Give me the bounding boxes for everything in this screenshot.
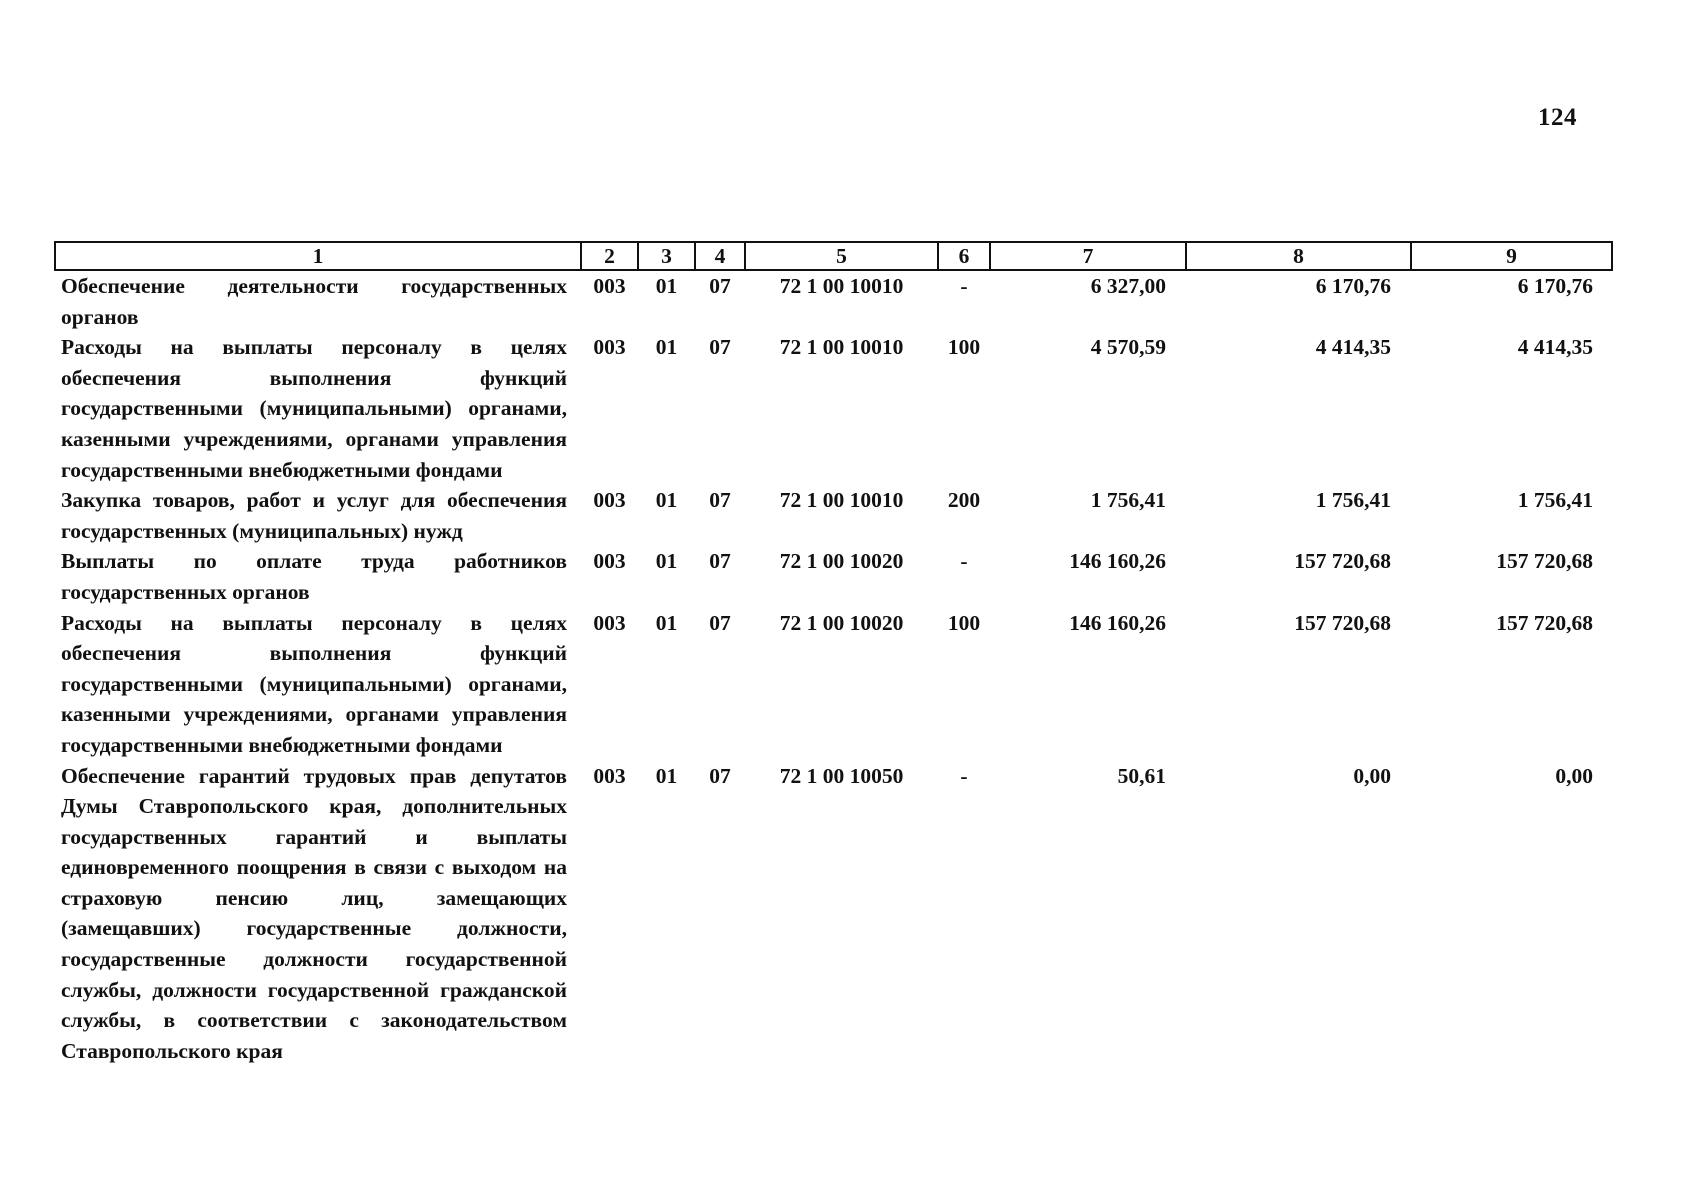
table-row (55, 546, 1612, 607)
column-header: 1 (55, 242, 581, 270)
column-header: 7 (990, 242, 1186, 270)
amount-col-9: 4 414,35 (1517, 335, 1593, 360)
expense-description: Обеспечение гарантий трудовых прав депутатов Думы Ставропольского края, дополнительных государственных гарантий и выплаты единовременного поощрения в связи с выходом на страховую пенсию лиц, замещающих (замещавших) государственные должности, государственные должности государственной службы, должности государственной гражданской службы, в соответствии с законодательством Ставропольского края (61, 763, 567, 1063)
target-article-code: 72 1 00 10050 (779, 763, 904, 788)
amount-col-8: 157 720,68 (1294, 610, 1391, 635)
subsection-code: 07 (709, 549, 731, 574)
amount-col-7: 1 756,41 (1090, 488, 1166, 513)
section-code: 01 (655, 274, 678, 298)
ministry-code: 003 (593, 335, 626, 360)
expense-description: Расходы на выплаты персоналу в целях обеспечения выполнения функций государственными (муниципальными) органами, казенными учреждениями, органами управления государственными внебюджетными фондами (61, 335, 567, 482)
expense-type-code: - (960, 274, 968, 298)
amount-col-7: 146 160,26 (1069, 610, 1166, 635)
section-code: 01 (655, 610, 678, 635)
column-header: 5 (745, 242, 938, 270)
table-row (55, 270, 1612, 332)
section-code: 01 (655, 763, 678, 788)
amount-col-9: 1 756,41 (1517, 488, 1593, 513)
amount-col-8: 6 170,76 (1315, 274, 1391, 298)
amount-col-9: 157 720,68 (1496, 610, 1593, 635)
page-number: 124 (1538, 104, 1577, 131)
amount-col-7: 146 160,26 (1069, 549, 1166, 574)
section-code: 01 (655, 488, 678, 513)
column-header: 2 (581, 242, 638, 270)
expense-type-code: 100 (947, 335, 981, 360)
ministry-code: 003 (593, 763, 626, 788)
column-header: 8 (1186, 242, 1411, 270)
amount-col-8: 4 414,35 (1315, 335, 1391, 360)
amount-col-9: 157 720,68 (1496, 549, 1593, 574)
ministry-code: 003 (593, 610, 626, 635)
table-row (55, 485, 1612, 546)
amount-col-9: 6 170,76 (1517, 274, 1593, 298)
target-article-code: 72 1 00 10010 (779, 335, 904, 360)
expense-description: Расходы на выплаты персоналу в целях обеспечения выполнения функций государственными (муниципальными) органами, казенными учреждениями, органами управления государственными внебюджетными фондами (61, 610, 567, 757)
expense-description: Обеспечение деятельности государственных органов (61, 274, 567, 329)
ministry-code: 003 (593, 274, 626, 298)
expense-type-code: 100 (947, 610, 981, 635)
table-header-row (55, 242, 1612, 270)
section-code: 01 (655, 335, 678, 360)
column-header: 6 (938, 242, 990, 270)
ministry-code: 003 (593, 549, 626, 574)
expense-type-code: 200 (947, 488, 981, 513)
expense-type-code: - (960, 549, 968, 574)
target-article-code: 72 1 00 10020 (779, 610, 904, 635)
amount-col-8: 1 756,41 (1315, 488, 1391, 513)
expense-description: Выплаты по оплате труда работников государственных органов (61, 549, 567, 604)
target-article-code: 72 1 00 10010 (779, 274, 904, 298)
table-row (55, 332, 1612, 485)
ministry-code: 003 (593, 488, 626, 513)
amount-col-7: 50,61 (1117, 763, 1166, 788)
expense-description: Закупка товаров, работ и услуг для обеспечения государственных (муниципальных) нужд (61, 488, 567, 543)
subsection-code: 07 (709, 763, 731, 788)
table-row (55, 761, 1612, 1067)
budget-table (54, 241, 1613, 1066)
amount-col-7: 4 570,59 (1090, 335, 1166, 360)
target-article-code: 72 1 00 10020 (779, 549, 904, 574)
subsection-code: 07 (709, 335, 731, 360)
column-header: 9 (1411, 242, 1612, 270)
amount-col-7: 6 327,00 (1090, 274, 1166, 298)
subsection-code: 07 (709, 274, 731, 298)
subsection-code: 07 (709, 610, 731, 635)
table-row (55, 608, 1612, 761)
amount-col-8: 157 720,68 (1294, 549, 1391, 574)
subsection-code: 07 (709, 488, 731, 513)
column-header: 3 (638, 242, 695, 270)
amount-col-9: 0,00 (1555, 763, 1593, 788)
expense-type-code: - (960, 763, 968, 788)
target-article-code: 72 1 00 10010 (779, 488, 904, 513)
column-header: 4 (695, 242, 745, 270)
section-code: 01 (655, 549, 678, 574)
amount-col-8: 0,00 (1353, 763, 1391, 788)
